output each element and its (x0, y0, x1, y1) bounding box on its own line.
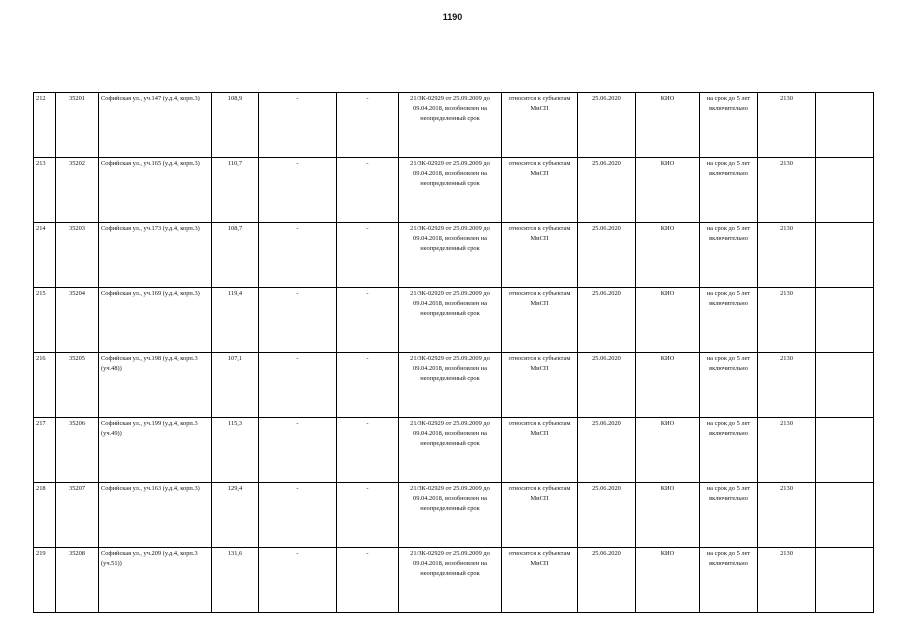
category: относится к субъектам МиСП (502, 288, 578, 353)
term: на срок до 5 лет включительно (700, 418, 758, 483)
row-number: 212 (34, 93, 56, 158)
organization: КИО (636, 93, 700, 158)
dash-cell: - (259, 418, 337, 483)
date: 25.06.2020 (578, 93, 636, 158)
row-number: 219 (34, 548, 56, 613)
dash-cell: - (337, 288, 399, 353)
object-code: 35201 (56, 93, 99, 158)
area: 119,4 (212, 288, 259, 353)
address: Софийская ул., уч.147 (у.д.4, корп.3) (99, 93, 212, 158)
agreement: 21/ЗК-02929 от 25.09.2009 до 09.04.2018, возобновлен на неопределенный срок (399, 223, 502, 288)
table-row (34, 353, 874, 418)
agreement: 21/ЗК-02929 от 25.09.2009 до 09.04.2018, возобновлен на неопределенный срок (399, 288, 502, 353)
address: Софийская ул., уч.209 (у.д.4, корп.3 (уч.51)) (99, 548, 212, 613)
row-number: 214 (34, 223, 56, 288)
year: 2130 (758, 158, 816, 223)
address: Софийская ул., уч.169 (у.д.4, корп.3) (99, 288, 212, 353)
row-number: 213 (34, 158, 56, 223)
dash-cell: - (337, 158, 399, 223)
year: 2130 (758, 418, 816, 483)
empty-cell (816, 483, 874, 548)
year: 2130 (758, 288, 816, 353)
area: 131,6 (212, 548, 259, 613)
table-row (34, 483, 874, 548)
category: относится к субъектам МиСП (502, 418, 578, 483)
organization: КИО (636, 158, 700, 223)
dash-cell: - (259, 158, 337, 223)
date: 25.06.2020 (578, 548, 636, 613)
category: относится к субъектам МиСП (502, 93, 578, 158)
dash-cell: - (337, 353, 399, 418)
term: на срок до 5 лет включительно (700, 223, 758, 288)
empty-cell (816, 418, 874, 483)
address: Софийская ул., уч.199 (у.д.4, корп.3 (уч.49)) (99, 418, 212, 483)
date: 25.06.2020 (578, 418, 636, 483)
dash-cell: - (337, 483, 399, 548)
object-code: 35203 (56, 223, 99, 288)
address: Софийская ул., уч.173 (у.д.4, корп.3) (99, 223, 212, 288)
term: на срок до 5 лет включительно (700, 158, 758, 223)
row-number: 216 (34, 353, 56, 418)
area: 115,3 (212, 418, 259, 483)
term: на срок до 5 лет включительно (700, 548, 758, 613)
empty-cell (816, 158, 874, 223)
dash-cell: - (259, 353, 337, 418)
dash-cell: - (337, 93, 399, 158)
area: 108,7 (212, 223, 259, 288)
year: 2130 (758, 548, 816, 613)
agreement: 21/ЗК-02929 от 25.09.2009 до 09.04.2018, возобновлен на неопределенный срок (399, 548, 502, 613)
agreement: 21/ЗК-02929 от 25.09.2009 до 09.04.2018, возобновлен на неопределенный срок (399, 483, 502, 548)
row-number: 218 (34, 483, 56, 548)
table-row (34, 288, 874, 353)
organization: КИО (636, 548, 700, 613)
object-code: 35202 (56, 158, 99, 223)
year: 2130 (758, 223, 816, 288)
date: 25.06.2020 (578, 223, 636, 288)
object-code: 35204 (56, 288, 99, 353)
term: на срок до 5 лет включительно (700, 353, 758, 418)
date: 25.06.2020 (578, 483, 636, 548)
agreement: 21/ЗК-02929 от 25.09.2009 до 09.04.2018, возобновлен на неопределенный срок (399, 93, 502, 158)
area: 108,9 (212, 93, 259, 158)
category: относится к субъектам МиСП (502, 223, 578, 288)
dash-cell: - (259, 93, 337, 158)
year: 2130 (758, 353, 816, 418)
agreement: 21/ЗК-02929 от 25.09.2009 до 09.04.2018, возобновлен на неопределенный срок (399, 158, 502, 223)
dash-cell: - (337, 223, 399, 288)
area: 129,4 (212, 483, 259, 548)
registry-table (33, 92, 874, 613)
row-number: 215 (34, 288, 56, 353)
page-number: 1190 (442, 12, 463, 22)
table-row (34, 418, 874, 483)
dash-cell: - (259, 483, 337, 548)
year: 2130 (758, 483, 816, 548)
table-row (34, 548, 874, 613)
date: 25.06.2020 (578, 158, 636, 223)
empty-cell (816, 353, 874, 418)
table-row (34, 158, 874, 223)
dash-cell: - (259, 223, 337, 288)
date: 25.06.2020 (578, 353, 636, 418)
address: Софийская ул., уч.198 (у.д.4, корп.3 (уч.48)) (99, 353, 212, 418)
year: 2130 (758, 93, 816, 158)
object-code: 35206 (56, 418, 99, 483)
agreement: 21/ЗК-02929 от 25.09.2009 до 09.04.2018, возобновлен на неопределенный срок (399, 418, 502, 483)
organization: КИО (636, 288, 700, 353)
category: относится к субъектам МиСП (502, 158, 578, 223)
area: 107,1 (212, 353, 259, 418)
dash-cell: - (337, 418, 399, 483)
table-row (34, 223, 874, 288)
organization: КИО (636, 223, 700, 288)
category: относится к субъектам МиСП (502, 353, 578, 418)
organization: КИО (636, 418, 700, 483)
term: на срок до 5 лет включительно (700, 93, 758, 158)
term: на срок до 5 лет включительно (700, 483, 758, 548)
table-row (34, 93, 874, 158)
empty-cell (816, 548, 874, 613)
address: Софийская ул., уч.165 (у.д.4, корп.3) (99, 158, 212, 223)
category: относится к субъектам МиСП (502, 483, 578, 548)
address: Софийская ул., уч.163 (у.д.4, корп.3) (99, 483, 212, 548)
object-code: 35208 (56, 548, 99, 613)
dash-cell: - (337, 548, 399, 613)
term: на срок до 5 лет включительно (700, 288, 758, 353)
category: относится к субъектам МиСП (502, 548, 578, 613)
empty-cell (816, 93, 874, 158)
area: 110,7 (212, 158, 259, 223)
object-code: 35207 (56, 483, 99, 548)
object-code: 35205 (56, 353, 99, 418)
date: 25.06.2020 (578, 288, 636, 353)
agreement: 21/ЗК-02929 от 25.09.2009 до 09.04.2018, возобновлен на неопределенный срок (399, 353, 502, 418)
empty-cell (816, 288, 874, 353)
organization: КИО (636, 353, 700, 418)
organization: КИО (636, 483, 700, 548)
dash-cell: - (259, 548, 337, 613)
dash-cell: - (259, 288, 337, 353)
empty-cell (816, 223, 874, 288)
row-number: 217 (34, 418, 56, 483)
